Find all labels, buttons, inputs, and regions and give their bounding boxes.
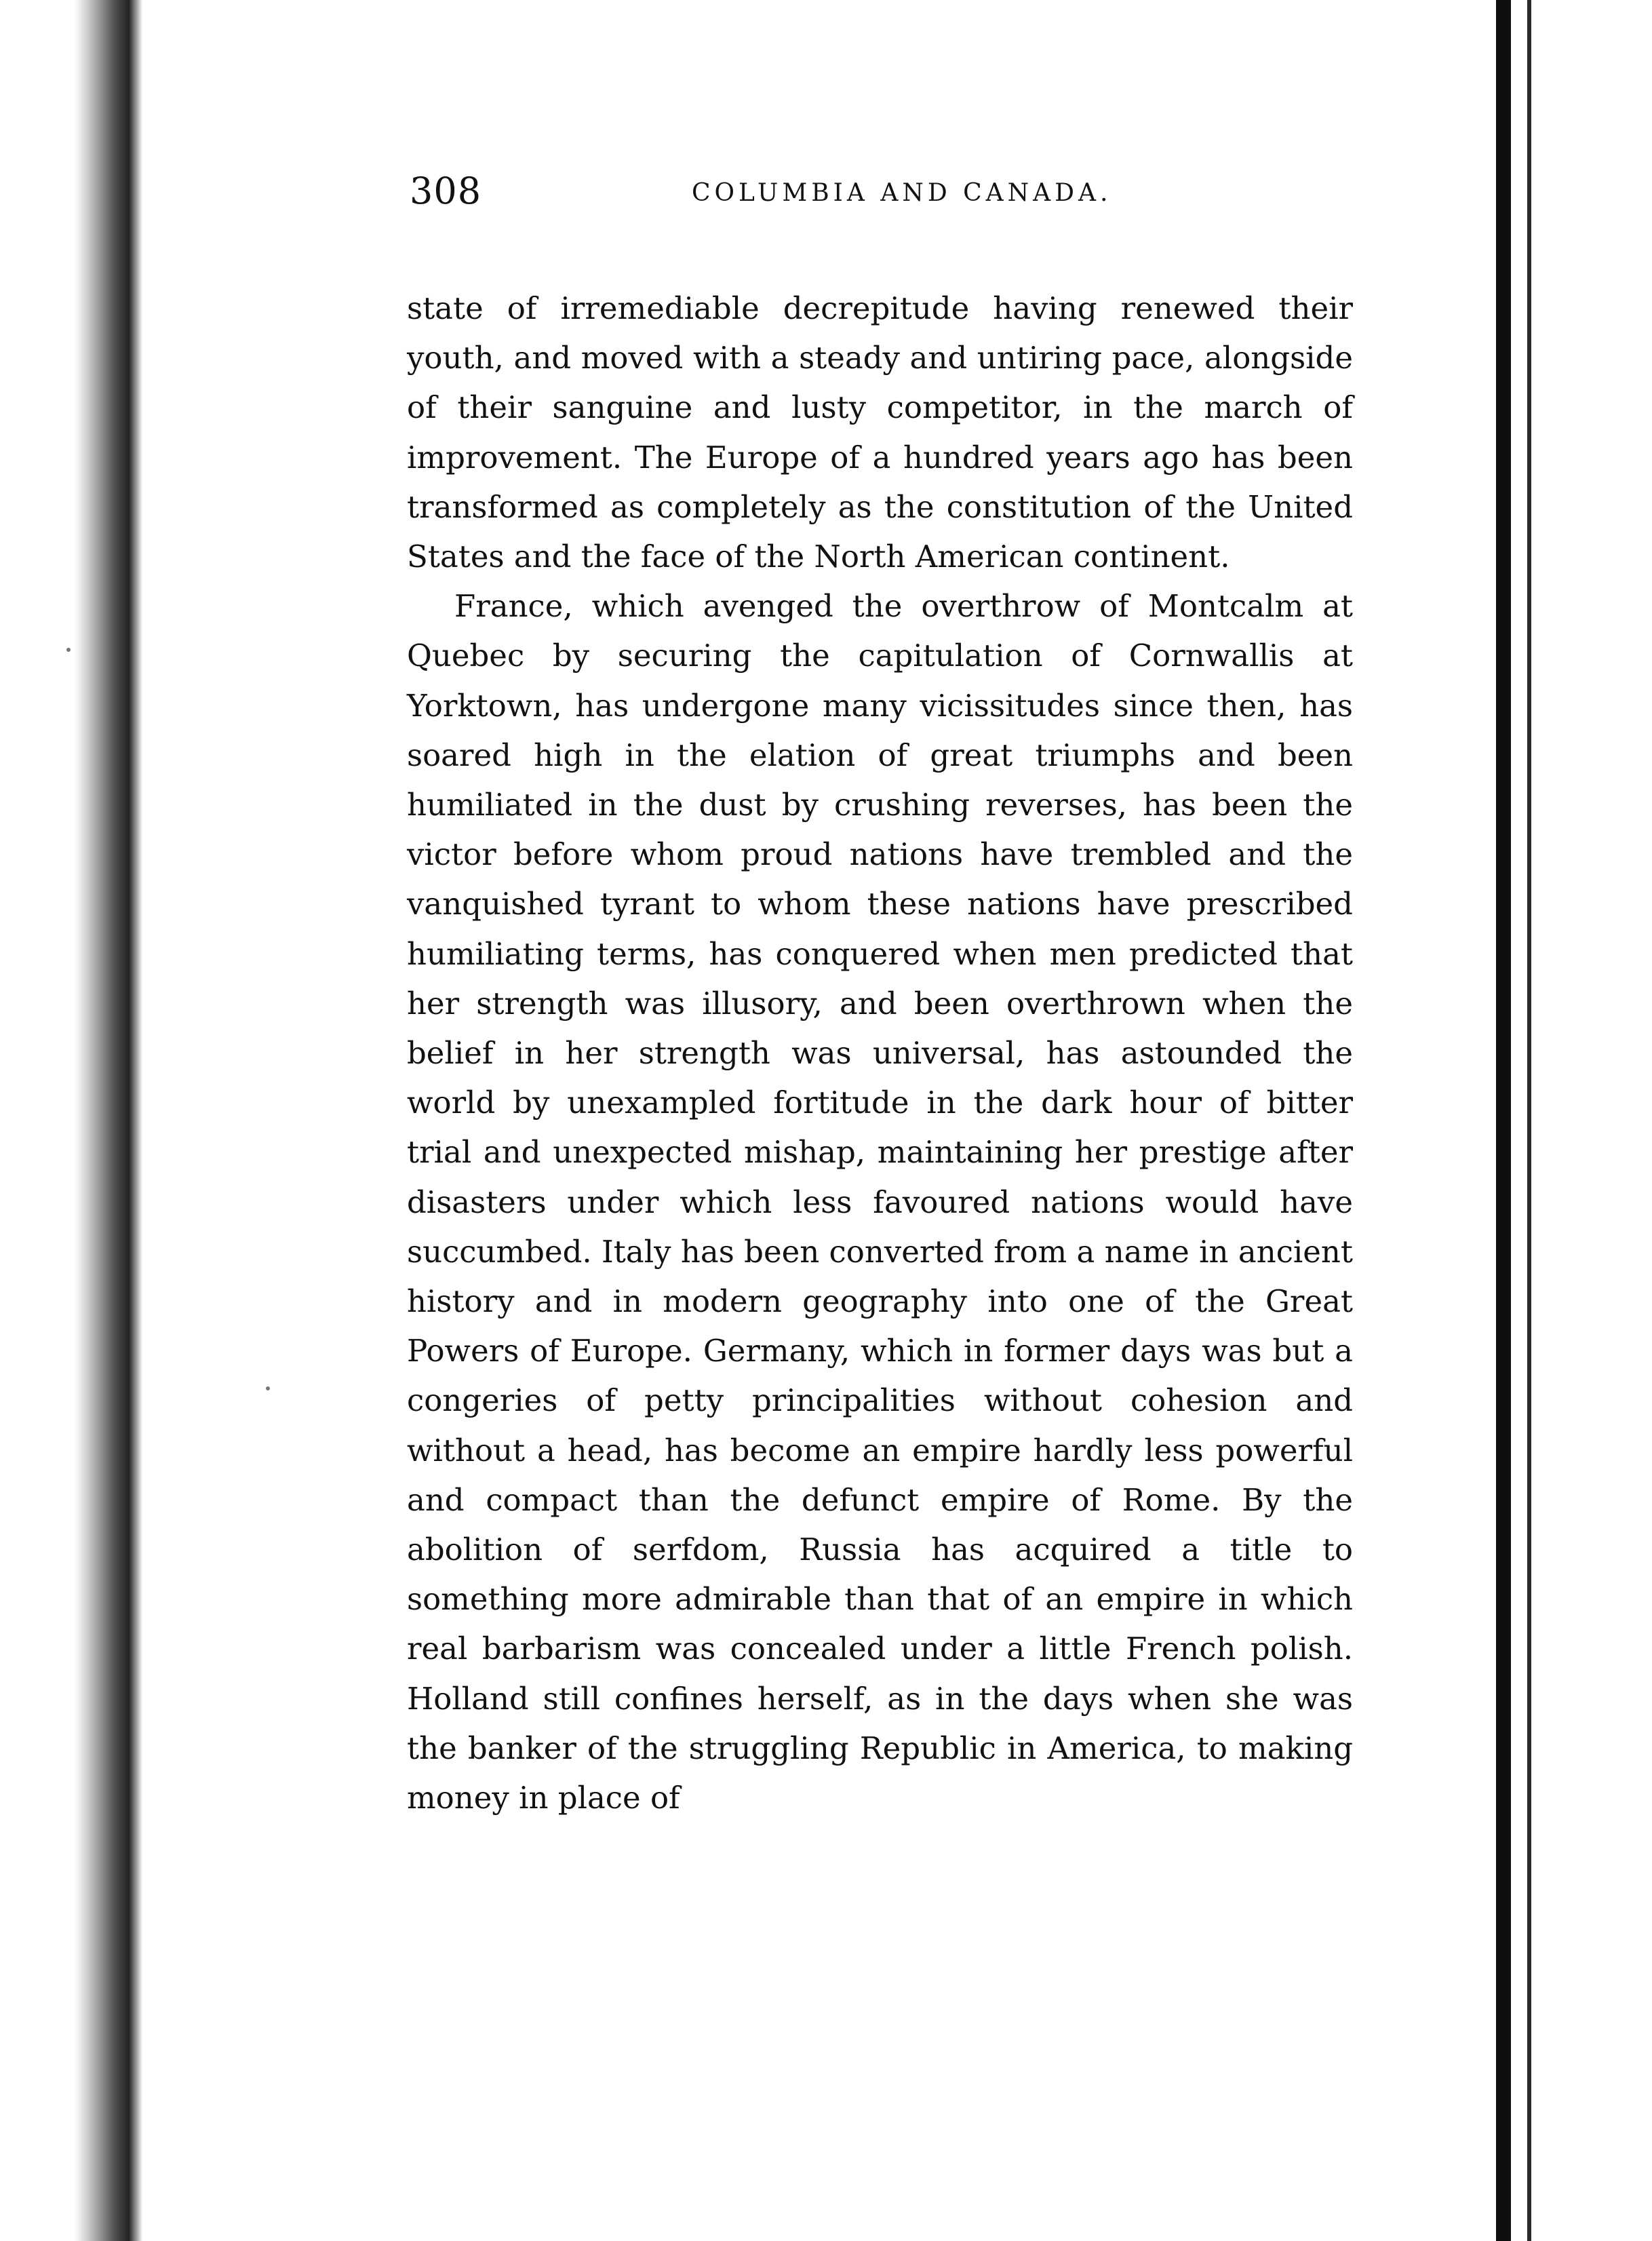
book-binding-gutter xyxy=(0,0,142,2241)
paragraph-continued: state of irremediable decrepitude having renewed their youth, and moved with a steady and untiring pace, alongside of their sanguine and lusty competitor, in the march of improvement. The Europe of a hundred years ago has been transformed as completely as the constitution of the United States and the face of the North American continent. xyxy=(407,290,1353,575)
scan-speck xyxy=(66,648,71,652)
running-head: COLUMBIA AND CANADA. xyxy=(692,179,1112,207)
page-number: 308 xyxy=(410,170,482,212)
paragraph-france: France, which avenged the overthrow of Montcalm at Quebec by securing the capitulation of Cornwallis at Yorktown, has undergone many vicissitudes since then, has soared high in the elation of great triumphs and been humiliated in the dust by crushing reverses, has been the victor before whom proud nations have trembled and the vanquished tyrant to whom these nations have prescribed humiliating terms, has conquered when men predicted that her strength was illusory, and been overthrown when the belief in her strength was universal, has astounded the world by unexampled fortitude in the dark hour of bitter trial and unexpected mishap, maintaining her prestige after disasters under which less favoured nations would have succumbed. Italy has been converted from a name in ancient history and in modern geography into one of the Great Powers of Europe. Germany, which in former days was but a congeries of petty principalities without cohesion and without a head, has become an empire hardly less powerful and compact than the defunct empire of Rome. By the abolition of serfdom, Russia has acquired a title to something more admirable than that of an empire in which real barbarism was concealed under a little French polish. Holland still confines herself, as in the days when she was the banker of the struggling Republic in America, to making money in place of xyxy=(407,588,1353,1816)
body-text xyxy=(407,284,1353,1823)
page-header xyxy=(407,170,1353,231)
scan-speck xyxy=(266,1386,270,1390)
scan-border-thin-bar xyxy=(1527,0,1531,2241)
scan-border-bar xyxy=(1496,0,1511,2241)
scan-right-border xyxy=(1496,0,1652,2241)
book-page xyxy=(407,170,1353,1823)
